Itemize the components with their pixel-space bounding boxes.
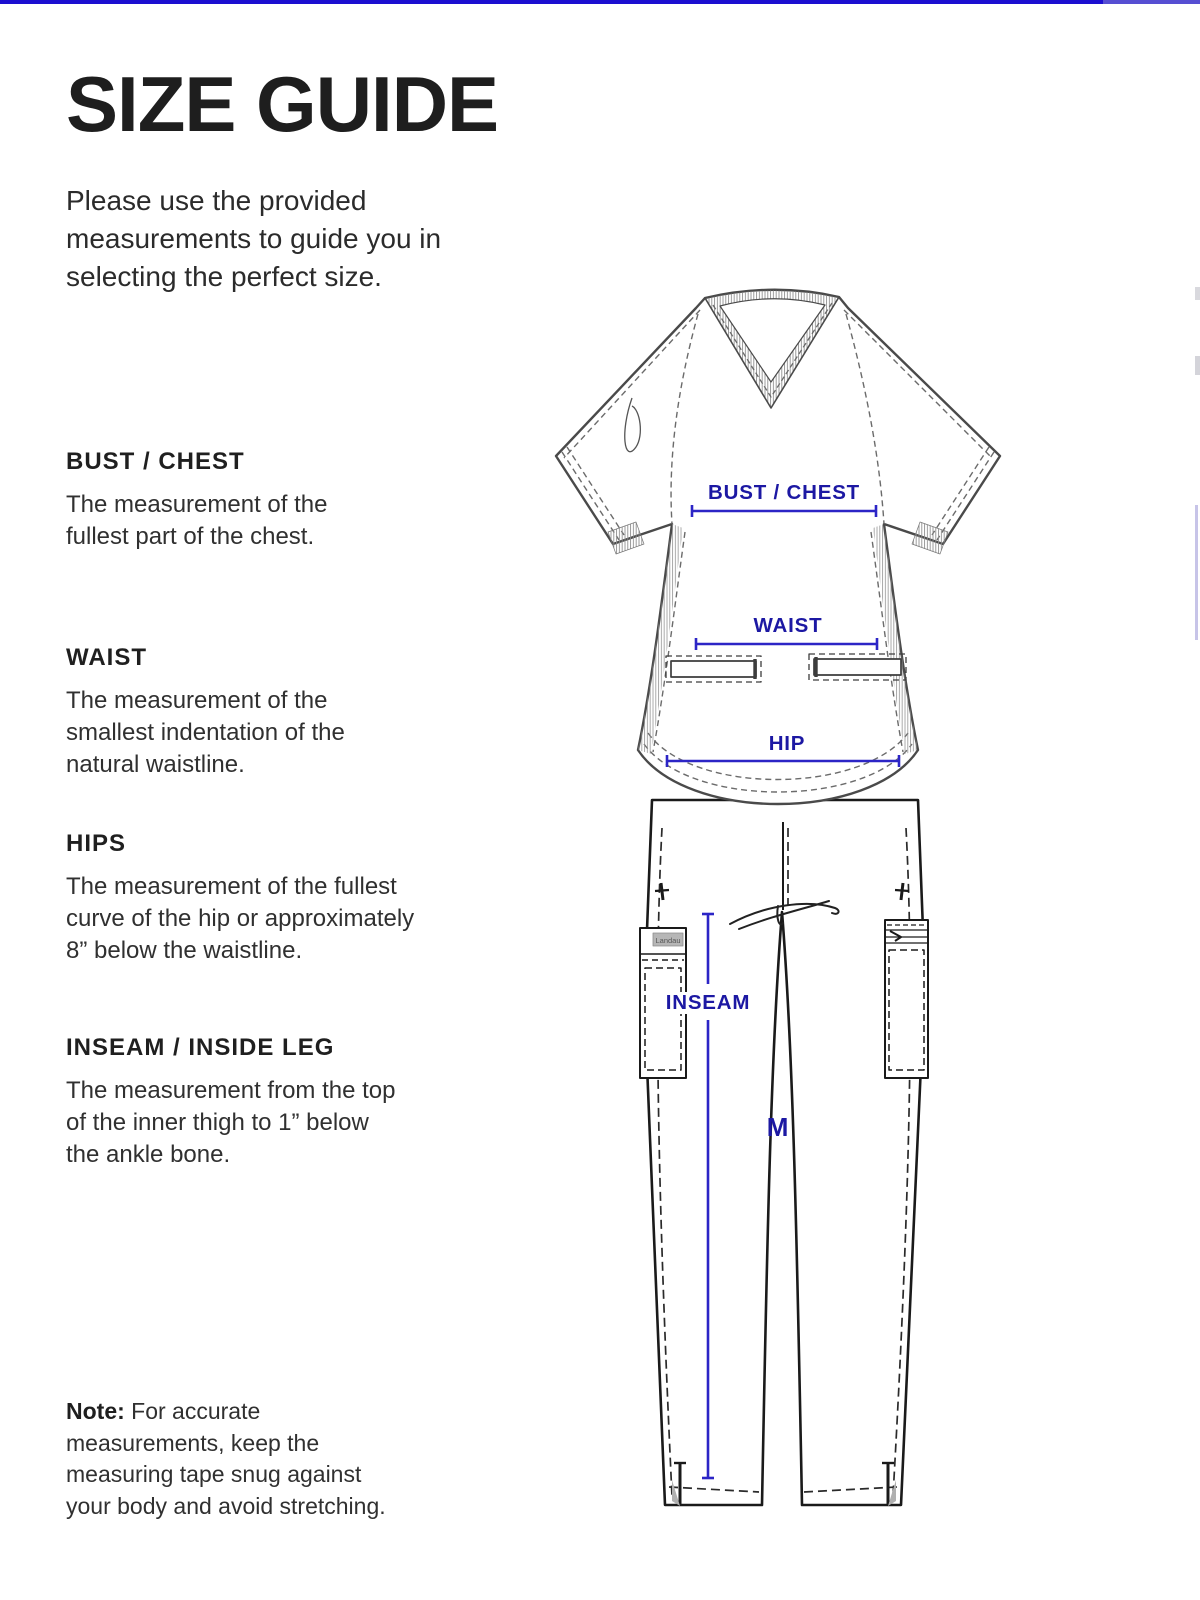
section-body: [66, 685, 536, 781]
text-line: measuring tape snug against: [66, 1461, 362, 1487]
edge-artifact: [1195, 505, 1198, 640]
section-body: [66, 1075, 536, 1171]
garment-measurement-diagram: [540, 280, 1016, 1530]
section-waist: [66, 644, 536, 781]
text-line: curve of the hip or approximately: [66, 905, 415, 932]
cargo-pocket-right: [885, 920, 928, 1078]
bust-measurement-label: BUST / CHEST: [708, 481, 860, 504]
waist-measurement-label: WAIST: [753, 614, 823, 637]
measurement-note: [66, 1396, 486, 1522]
text-line: 8” below the waistline.: [66, 937, 303, 964]
text-line: of the inner thigh to 1” below: [66, 1109, 369, 1136]
edge-artifact: [1195, 287, 1200, 300]
section-body: [66, 871, 536, 967]
text-line: The measurement from the top: [66, 1077, 396, 1104]
section-inseam: [66, 1034, 536, 1171]
scrub-top-drawing: [556, 290, 1000, 804]
section-heading: HIPS: [66, 830, 127, 857]
top-accent-bar-light-segment: [1103, 0, 1200, 4]
page-title: SIZE GUIDE: [66, 60, 499, 148]
size-marker-label: M: [766, 1112, 790, 1142]
text-line: measurements, keep the: [66, 1429, 320, 1456]
pocket-brand-tag-text: Landau: [655, 936, 681, 945]
text-line: The measurement of the fullest: [66, 873, 397, 900]
text-line: fullest part of the chest.: [66, 523, 315, 550]
scrub-pants-drawing: [640, 800, 928, 1506]
section-heading: BUST / CHEST: [66, 448, 245, 475]
section-body: [66, 489, 536, 553]
section-heading: WAIST: [66, 644, 147, 671]
hip-measurement-label: HIP: [768, 732, 806, 755]
text-line: selecting the perfect size.: [66, 261, 382, 292]
text-line: smallest indentation of the: [66, 719, 345, 746]
text-line: Please use the provided: [66, 185, 367, 216]
text-line: the ankle bone.: [66, 1141, 231, 1168]
top-accent-bar: [0, 0, 1200, 4]
edge-artifact: [1195, 356, 1200, 375]
text-line: The measurement of the: [66, 491, 328, 518]
note-label: Note:: [66, 1398, 125, 1424]
section-bust-chest: [66, 448, 536, 553]
text-line: measurements to guide you in: [66, 223, 442, 254]
note-text: For accurate: [131, 1398, 261, 1424]
inseam-measurement-label: INSEAM: [665, 991, 751, 1014]
text-line: [66, 1396, 486, 1428]
intro-text: [66, 182, 441, 296]
text-line: The measurement of the: [66, 687, 328, 714]
text-line: your body and avoid stretching.: [66, 1492, 386, 1519]
text-line: natural waistline.: [66, 751, 245, 778]
section-heading: INSEAM / INSIDE LEG: [66, 1034, 335, 1061]
section-hips: [66, 830, 536, 967]
